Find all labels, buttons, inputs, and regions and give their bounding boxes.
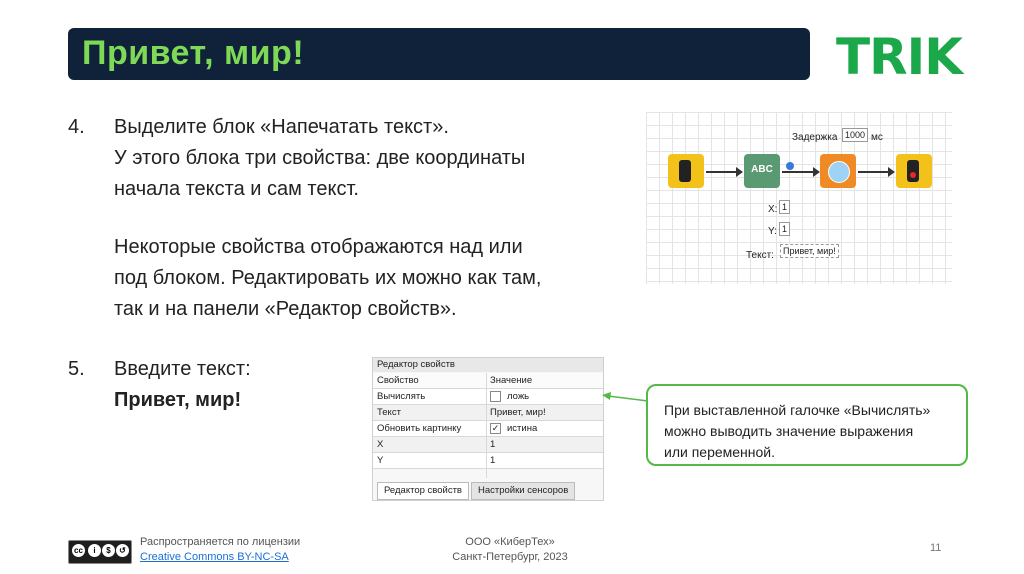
- property-value: 1: [490, 455, 496, 466]
- y-value-field[interactable]: 1: [779, 222, 790, 236]
- property-name: X: [377, 439, 384, 450]
- clock-icon: [828, 161, 850, 183]
- table-row[interactable]: [373, 421, 603, 437]
- license-text: Распространяется по лицензии: [140, 536, 301, 548]
- delay-unit: мс: [871, 132, 883, 143]
- property-editor-panel: [372, 357, 604, 501]
- table-row[interactable]: [373, 437, 603, 453]
- property-value: ложь: [507, 391, 530, 402]
- property-name: Обновить картинку: [377, 423, 462, 434]
- callout-arrow-icon: [600, 391, 650, 411]
- column-divider: [486, 373, 487, 478]
- tab-property-editor[interactable]: Редактор свойств: [377, 482, 469, 500]
- step-4-number: 4.: [68, 116, 85, 138]
- editor-title: Редактор свойств: [373, 358, 603, 372]
- step-4-line: Выделите блок «Напечатать текст».: [114, 116, 449, 138]
- organization-block: [430, 535, 590, 565]
- step-4-line: начала текста и сам текст.: [114, 178, 359, 200]
- org-city-year: Санкт-Петербург, 2023: [452, 551, 568, 563]
- refresh-checkbox[interactable]: ✓: [491, 422, 500, 433]
- text-value-field[interactable]: Привет, мир!: [780, 244, 839, 258]
- table-row[interactable]: [373, 405, 603, 421]
- license-block: [140, 535, 300, 565]
- page-number: 11: [930, 542, 942, 554]
- timer-block[interactable]: [820, 154, 856, 188]
- delay-value-field[interactable]: 1000: [842, 128, 868, 142]
- flow-arrow: [782, 171, 818, 173]
- step-5-body: [114, 354, 251, 416]
- program-diagram: [646, 112, 952, 284]
- callout-line: можно выводить значение выражения: [664, 423, 914, 439]
- print-text-block[interactable]: [744, 154, 780, 188]
- editor-tabs: [373, 480, 603, 500]
- property-value: 1: [490, 439, 496, 450]
- org-name: ООО «КиберТех»: [465, 536, 555, 548]
- step-4-paragraph-2: [114, 232, 541, 325]
- y-label: Y:: [768, 226, 777, 237]
- property-value: истина: [507, 423, 538, 434]
- traffic-light-red-icon: [907, 160, 919, 182]
- step-5-line: Введите текст:: [114, 358, 251, 380]
- calculate-checkbox[interactable]: [490, 391, 501, 402]
- x-label: X:: [768, 204, 778, 215]
- property-name: Вычислять: [377, 391, 426, 402]
- callout-line: При выставленной галочке «Вычислять»: [664, 402, 931, 418]
- flow-arrow: [706, 171, 741, 173]
- text-label: Текст:: [746, 250, 774, 261]
- column-header-value: Значение: [490, 375, 533, 386]
- property-value: Привет, мир!: [490, 407, 546, 418]
- callout-line: или переменной.: [664, 444, 776, 460]
- flow-arrow: [858, 171, 893, 173]
- property-name: Текст: [377, 407, 401, 418]
- step-4-line: У этого блока три свойства: две координаты: [114, 147, 526, 169]
- start-block[interactable]: [668, 154, 704, 188]
- callout-text: [664, 400, 964, 463]
- cc-license-icon: cc i $ ↺: [68, 540, 132, 564]
- delay-label: Задержка: [792, 132, 838, 143]
- page-title: Привет, мир!: [82, 34, 305, 72]
- step-4-paragraph-1: [114, 112, 525, 205]
- table-header: [373, 373, 603, 389]
- traffic-light-icon: [679, 160, 691, 182]
- step-4-line: Некоторые свойства отображаются над или: [114, 236, 523, 258]
- title-bar: [68, 28, 810, 80]
- properties-table: [373, 373, 603, 469]
- table-row[interactable]: [373, 389, 603, 405]
- x-value-field[interactable]: 1: [779, 200, 790, 214]
- license-link[interactable]: Creative Commons BY-NC-SA: [140, 551, 289, 563]
- abc-icon: ABC: [751, 164, 773, 175]
- property-name: Y: [377, 455, 384, 466]
- step-5-text: Привет, мир!: [114, 389, 242, 411]
- end-block[interactable]: [896, 154, 932, 188]
- table-row[interactable]: [373, 453, 603, 469]
- trik-logo: TRIK: [836, 28, 962, 86]
- tab-sensor-settings[interactable]: Настройки сенсоров: [471, 482, 575, 500]
- step-4-line: так и на панели «Редактор свойств».: [114, 298, 457, 320]
- port-dot[interactable]: [786, 162, 794, 170]
- step-4-line: под блоком. Редактировать их можно как там,: [114, 267, 542, 289]
- step-5-number: 5.: [68, 358, 85, 380]
- column-header-property: Свойство: [377, 375, 419, 386]
- callout-box: [646, 384, 968, 466]
